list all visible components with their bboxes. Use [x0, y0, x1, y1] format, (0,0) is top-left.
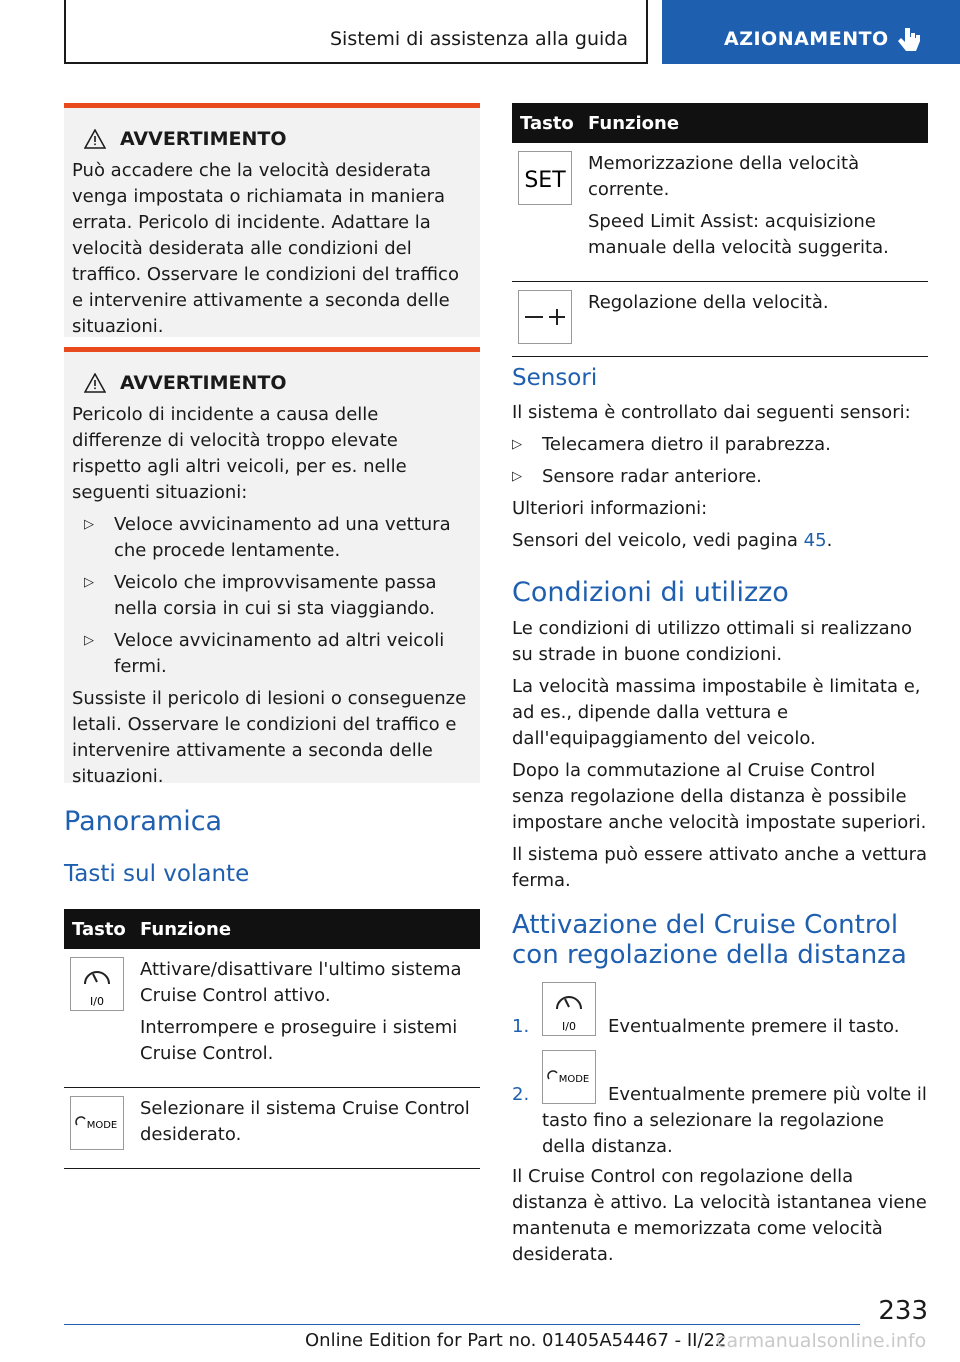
conditions-heading: Condizioni di utilizzo: [512, 577, 789, 608]
chapter-title: AZIONAMENTO: [724, 28, 889, 50]
page-number: 233: [878, 1296, 928, 1326]
warning-list: [72, 512, 472, 680]
warning-title-text: AVVERTIMENTO: [120, 372, 287, 394]
set-key-icon: [518, 151, 572, 205]
bullet-triangle-icon: ▷: [84, 575, 94, 590]
bullet-triangle-icon: ▷: [512, 437, 522, 452]
header-chapter-box: [662, 0, 960, 64]
table-row: [64, 949, 480, 1088]
bullet-triangle-icon: ▷: [512, 469, 522, 484]
warning-title: [72, 128, 472, 150]
svg-text:I/0: I/0: [562, 1020, 576, 1033]
activation-heading: Attivazione del Cruise Control con regolazione della distanza: [512, 910, 907, 970]
warning-title: [72, 372, 472, 394]
function-text: Memorizzazione della velocità corrente.: [588, 153, 860, 200]
conditions-body: [512, 616, 930, 900]
table-row: [64, 1088, 480, 1169]
paragraph: Il sistema può essere attivato anche a vettura ferma.: [512, 844, 928, 891]
table-header: [512, 103, 928, 143]
activation-result: Il Cruise Control con regolazione della distanza è attivo. La velocità istantanea viene mantenuta e memorizzata come velocità desiderata.: [512, 1166, 927, 1265]
function-text: Selezionare il sistema Cruise Control desiderato.: [140, 1098, 470, 1145]
svg-text:MODE: MODE: [86, 1120, 118, 1131]
function-text: Regolazione della velocità.: [588, 292, 829, 313]
svg-text:MODE: MODE: [558, 1074, 590, 1085]
warning-outro: Sussiste il pericolo di lesioni o conseguenze letali. Osservare le condizioni del traffico e intervenire attivamente a seconda delle situazioni.: [72, 688, 467, 787]
paragraph: La velocità massima impostabile è limitata e, ad es., dipende dalla vettura e dall'equipaggiamento del veicolo.: [512, 676, 921, 749]
speed-keys-table: [512, 103, 928, 357]
list-item: ▷ Veicolo che improvvisamente passa nella corsia in cui si sta viaggiando.: [84, 572, 437, 619]
svg-text:SET: SET: [524, 168, 566, 193]
step-item: [512, 1050, 928, 1160]
warning-text: Può accadere che la velocità desiderata venga impostata o richiamata in maniera errata. Pericolo di incidente. Adattare la velocità desiderata alle condizioni del traffico. Osservare le condizioni del traffico e intervenire attivamente a seconda delle situazioni.: [72, 160, 459, 337]
warning-box-1: [64, 103, 480, 337]
watermark: carmanualsonline.info: [716, 1330, 927, 1352]
header-section-box: [64, 0, 648, 64]
svg-text:I/0: I/0: [90, 995, 104, 1008]
bullet-triangle-icon: ▷: [84, 633, 94, 648]
column-header-function: Funzione: [588, 112, 680, 134]
footer-divider: [64, 1324, 860, 1325]
onoff-key-icon: [70, 957, 124, 1011]
overview-heading: Panoramica: [64, 806, 223, 837]
section-title: Sistemi di assistenza alla guida: [329, 28, 628, 50]
page-link[interactable]: 45: [803, 530, 827, 551]
sensors-reference: Sensori del veicolo, vedi pagina 45.: [512, 530, 833, 551]
bullet-triangle-icon: ▷: [84, 517, 94, 532]
column-header-key: Tasto: [520, 112, 574, 134]
sensors-intro: Il sistema è controllato dai seguenti sensori:: [512, 402, 911, 423]
list-item: ▷ Telecamera dietro il parabrezza.: [512, 432, 928, 458]
function-text: Interrompere e proseguire i sistemi Cruise Control.: [140, 1017, 458, 1064]
minus-plus-key-icon: [518, 290, 572, 344]
sensors-heading: Sensori: [512, 365, 598, 391]
step-number: 1.: [512, 1016, 530, 1037]
warning-intro: Pericolo di incidente a causa delle differenze di velocità troppo elevate rispetto agli altri veicoli, per es. nelle seguenti situazioni:: [72, 404, 407, 503]
table-header: [64, 909, 480, 949]
edition-text: Online Edition for Part no. 01405A54467 - II/22: [305, 1330, 727, 1351]
overview-subheading: Tasti sul volante: [64, 861, 250, 887]
activation-steps: [512, 982, 928, 1160]
function-text: Attivare/disattivare l'ultimo sistema Cruise Control attivo.: [140, 959, 462, 1006]
warning-title-text: AVVERTIMENTO: [120, 128, 287, 150]
mode-key-icon: [70, 1096, 124, 1150]
sensors-list: [512, 432, 928, 496]
more-info-label: Ulteriori informazioni:: [512, 498, 708, 519]
function-text: Speed Limit Assist: acquisizione manuale della velocità suggerita.: [588, 211, 889, 258]
list-item: ▷ Veloce avvicinamento ad altri veicoli fermi.: [84, 630, 445, 677]
paragraph: Le condizioni di utilizzo ottimali si realizzano su strade in buone condizioni.: [512, 618, 913, 665]
table-row: [512, 282, 928, 357]
step-item: [512, 982, 928, 1040]
step-text: Eventualmente premere il tasto.: [608, 1016, 900, 1037]
paragraph: Dopo la commutazione al Cruise Control senza regolazione della distanza è possibile impostare anche velocità impostate superiori.: [512, 760, 927, 833]
onoff-key-icon: [542, 982, 596, 1036]
mode-key-icon: [542, 1050, 596, 1104]
step-number: 2.: [512, 1084, 530, 1105]
list-item: ▷ Veloce avvicinamento ad una vettura che procede lentamente.: [84, 514, 451, 561]
column-header-function: Funzione: [140, 918, 232, 940]
warning-box-2: [64, 347, 480, 787]
hand-pointer-icon: [896, 26, 922, 56]
warning-triangle-icon: [84, 129, 106, 149]
table-row: [512, 143, 928, 282]
step-text: Eventualmente premere più volte il tasto fino a selezionare la regolazione della distanza.: [542, 1084, 927, 1157]
column-header-key: Tasto: [72, 918, 126, 940]
list-item: ▷ Sensore radar anteriore.: [512, 464, 928, 490]
steering-keys-table: [64, 909, 480, 1169]
warning-triangle-icon: [84, 373, 106, 393]
